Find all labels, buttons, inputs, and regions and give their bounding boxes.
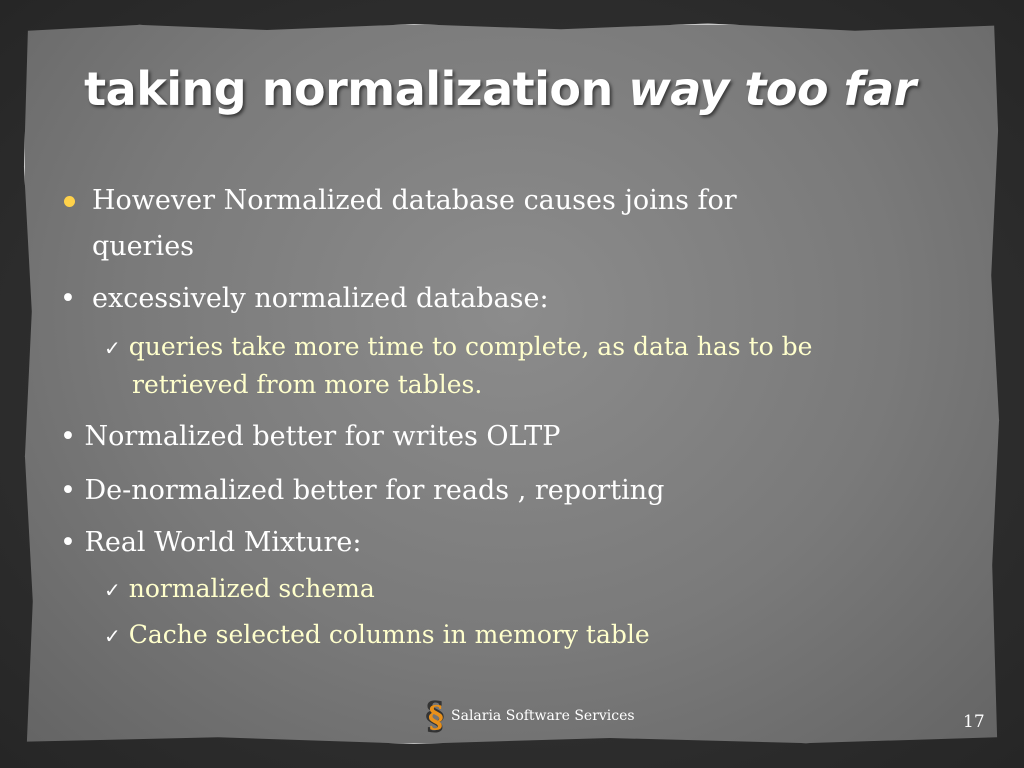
- bullet-1-line-2: queries: [92, 231, 195, 262]
- bullet-2-sub-1-line-2: retrieved from more tables.: [132, 370, 483, 399]
- bullet-2: excessively normalized database:: [92, 283, 549, 314]
- bullet-5-sub-1: [104, 572, 375, 607]
- bullet-1-line-1: However Normalized database causes joins for: [92, 185, 737, 216]
- bullet-3: • Normalized better for writes OLTP: [60, 421, 561, 452]
- company-name: Salaria Software Services: [451, 708, 635, 724]
- bullet-5: • Real World Mixture:: [60, 527, 362, 558]
- footer: [425, 694, 635, 738]
- sub-text: queries take more time to complete, as data has to be: [128, 332, 813, 361]
- bullet-4: • De-normalized better for reads , reporting: [60, 475, 665, 506]
- bullet-2-marker: •: [60, 283, 76, 314]
- checkmark-icon: ✓: [104, 336, 121, 360]
- title-main: taking normalization: [84, 62, 613, 116]
- title-emphasis: way too far: [628, 62, 916, 116]
- bullet-5-sub-2: [104, 618, 650, 653]
- bullet-2-sub-1-line-1: [104, 330, 812, 365]
- checkmark-icon: ✓: [104, 624, 121, 648]
- company-logo-icon: § §: [425, 696, 449, 736]
- bullet-dot-icon: [64, 196, 75, 207]
- sub-text: Cache selected columns in memory table: [128, 620, 650, 649]
- checkmark-icon: ✓: [104, 578, 121, 602]
- sub-text: normalized schema: [128, 574, 375, 603]
- page-number: 17: [963, 712, 985, 732]
